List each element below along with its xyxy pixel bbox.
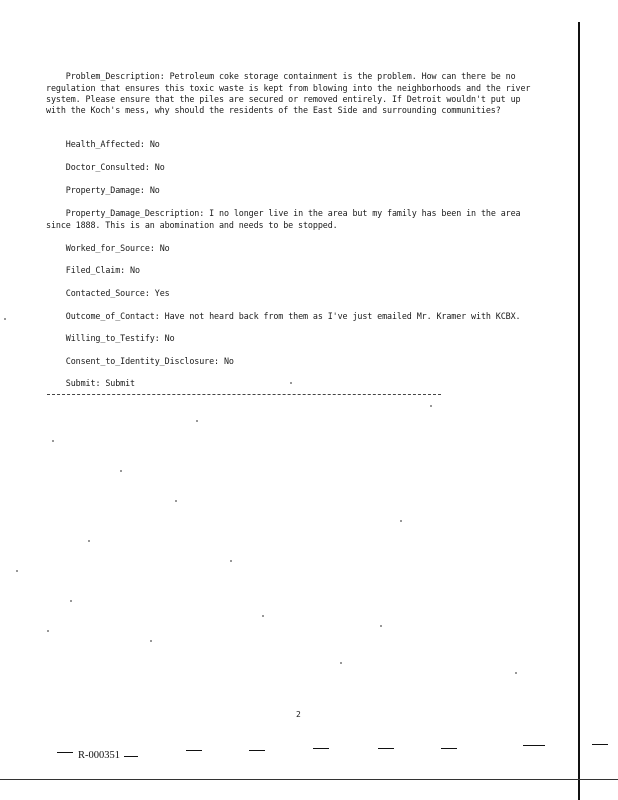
field-value: Yes [154, 288, 170, 299]
scan-speck [400, 520, 402, 522]
field-property-damage: Property_Damage: No [65, 185, 160, 196]
scan-dash [441, 748, 457, 749]
field-value: No [149, 185, 160, 196]
scan-bottom-edge [0, 779, 618, 780]
scan-speck [380, 625, 382, 627]
field-label: Problem_Description [65, 71, 160, 82]
field-value: Submit [105, 378, 135, 389]
field-health-affected: Health_Affected: No [65, 139, 160, 150]
scan-dash [57, 752, 73, 753]
scan-edge-line [578, 22, 580, 800]
field-label: Outcome_of_Contact [65, 311, 155, 322]
field-problem-description: Problem_Description: Petroleum coke storage containment is the problem. How can there be no regulation that ensures this toxic waste is kept from blowing into the neighborhoods and the river system. Please ensure that the piles are secured or removed entirely. If Detroit wouldn't put up with the Koch's mess, why should the residents of the East Side and surrounding communities? [46, 71, 536, 116]
scan-speck [290, 382, 292, 384]
scan-speck [70, 600, 72, 602]
field-value: No [223, 356, 234, 367]
scan-speck [340, 662, 342, 664]
field-submit: Submit: Submit [65, 378, 135, 389]
scan-speck [430, 405, 432, 407]
field-value: No [130, 265, 140, 276]
field-value: No [149, 139, 160, 150]
page-number: 2 [296, 710, 301, 719]
field-label: Willing_to_Testify [65, 333, 155, 344]
bates-number: R-000351 [78, 750, 120, 761]
field-value: No [154, 162, 165, 173]
scan-speck [515, 672, 517, 674]
field-willing-to-testify: Willing_to_Testify: No [65, 333, 175, 344]
scan-speck [88, 540, 90, 542]
dashed-separator [47, 394, 441, 395]
field-contacted-source: Contacted_Source: Yes [65, 288, 170, 299]
scan-dash [313, 748, 329, 749]
scan-dash [378, 748, 394, 749]
scan-speck [175, 500, 177, 502]
field-label: Filed_Claim [65, 265, 121, 276]
field-consent-to-identity-disclosure: Consent_to_Identity_Disclosure: No [65, 356, 234, 367]
field-doctor-consulted: Doctor_Consulted: No [65, 162, 165, 173]
field-filed-claim: Filed_Claim: No [65, 265, 140, 276]
scan-dash [592, 744, 608, 745]
field-label: Consent_to_Identity_Disclosure [65, 356, 215, 367]
field-value: Have not heard back from them as I've just emailed Mr. Kramer with KCBX. [164, 311, 521, 322]
field-label: Doctor_Consulted [65, 162, 145, 173]
scan-dash [124, 756, 138, 757]
field-label: Property_Damage_Description [65, 208, 200, 219]
field-label: Property_Damage [65, 185, 140, 196]
scan-speck [52, 440, 54, 442]
scan-speck [47, 630, 49, 632]
scan-dash [249, 750, 265, 751]
scan-speck [16, 570, 18, 572]
scan-speck [262, 615, 264, 617]
field-value: No [159, 243, 170, 254]
field-label: Worked_for_Source [65, 243, 150, 254]
field-label: Submit [65, 378, 96, 389]
scan-speck [150, 640, 152, 642]
scan-speck [196, 420, 198, 422]
field-value: Petroleum coke storage containment is the problem. How can there be no regulation that ensures this toxic waste is kept from blowing into the neighborhoods and the river system. Please ensure that the piles are secured or removed entirely. If Detroit wouldn't put up with the Koch's mess, why should the residents of the East Side and surrounding communities? [46, 71, 536, 116]
scan-speck [4, 318, 6, 320]
scan-speck [230, 560, 232, 562]
field-property-damage-description: Property_Damage_Description: I no longer live in the area but my family has been in the area since 1888. This is an abomination and needs to be stopped. [46, 208, 526, 230]
scan-speck [120, 470, 122, 472]
field-label: Contacted_Source [65, 288, 145, 299]
field-value: I no longer live in the area but my family has been in the area since 1888. This is an abomination and needs to be stopped. [46, 208, 526, 230]
scan-dash [186, 750, 202, 751]
field-label: Health_Affected [65, 139, 140, 150]
field-outcome-of-contact: Outcome_of_Contact: Have not heard back from them as I've just emailed Mr. Kramer with KCBX. [65, 311, 521, 322]
field-value: No [164, 333, 175, 344]
field-worked-for-source: Worked_for_Source: No [65, 243, 170, 254]
scan-dash [523, 745, 545, 746]
